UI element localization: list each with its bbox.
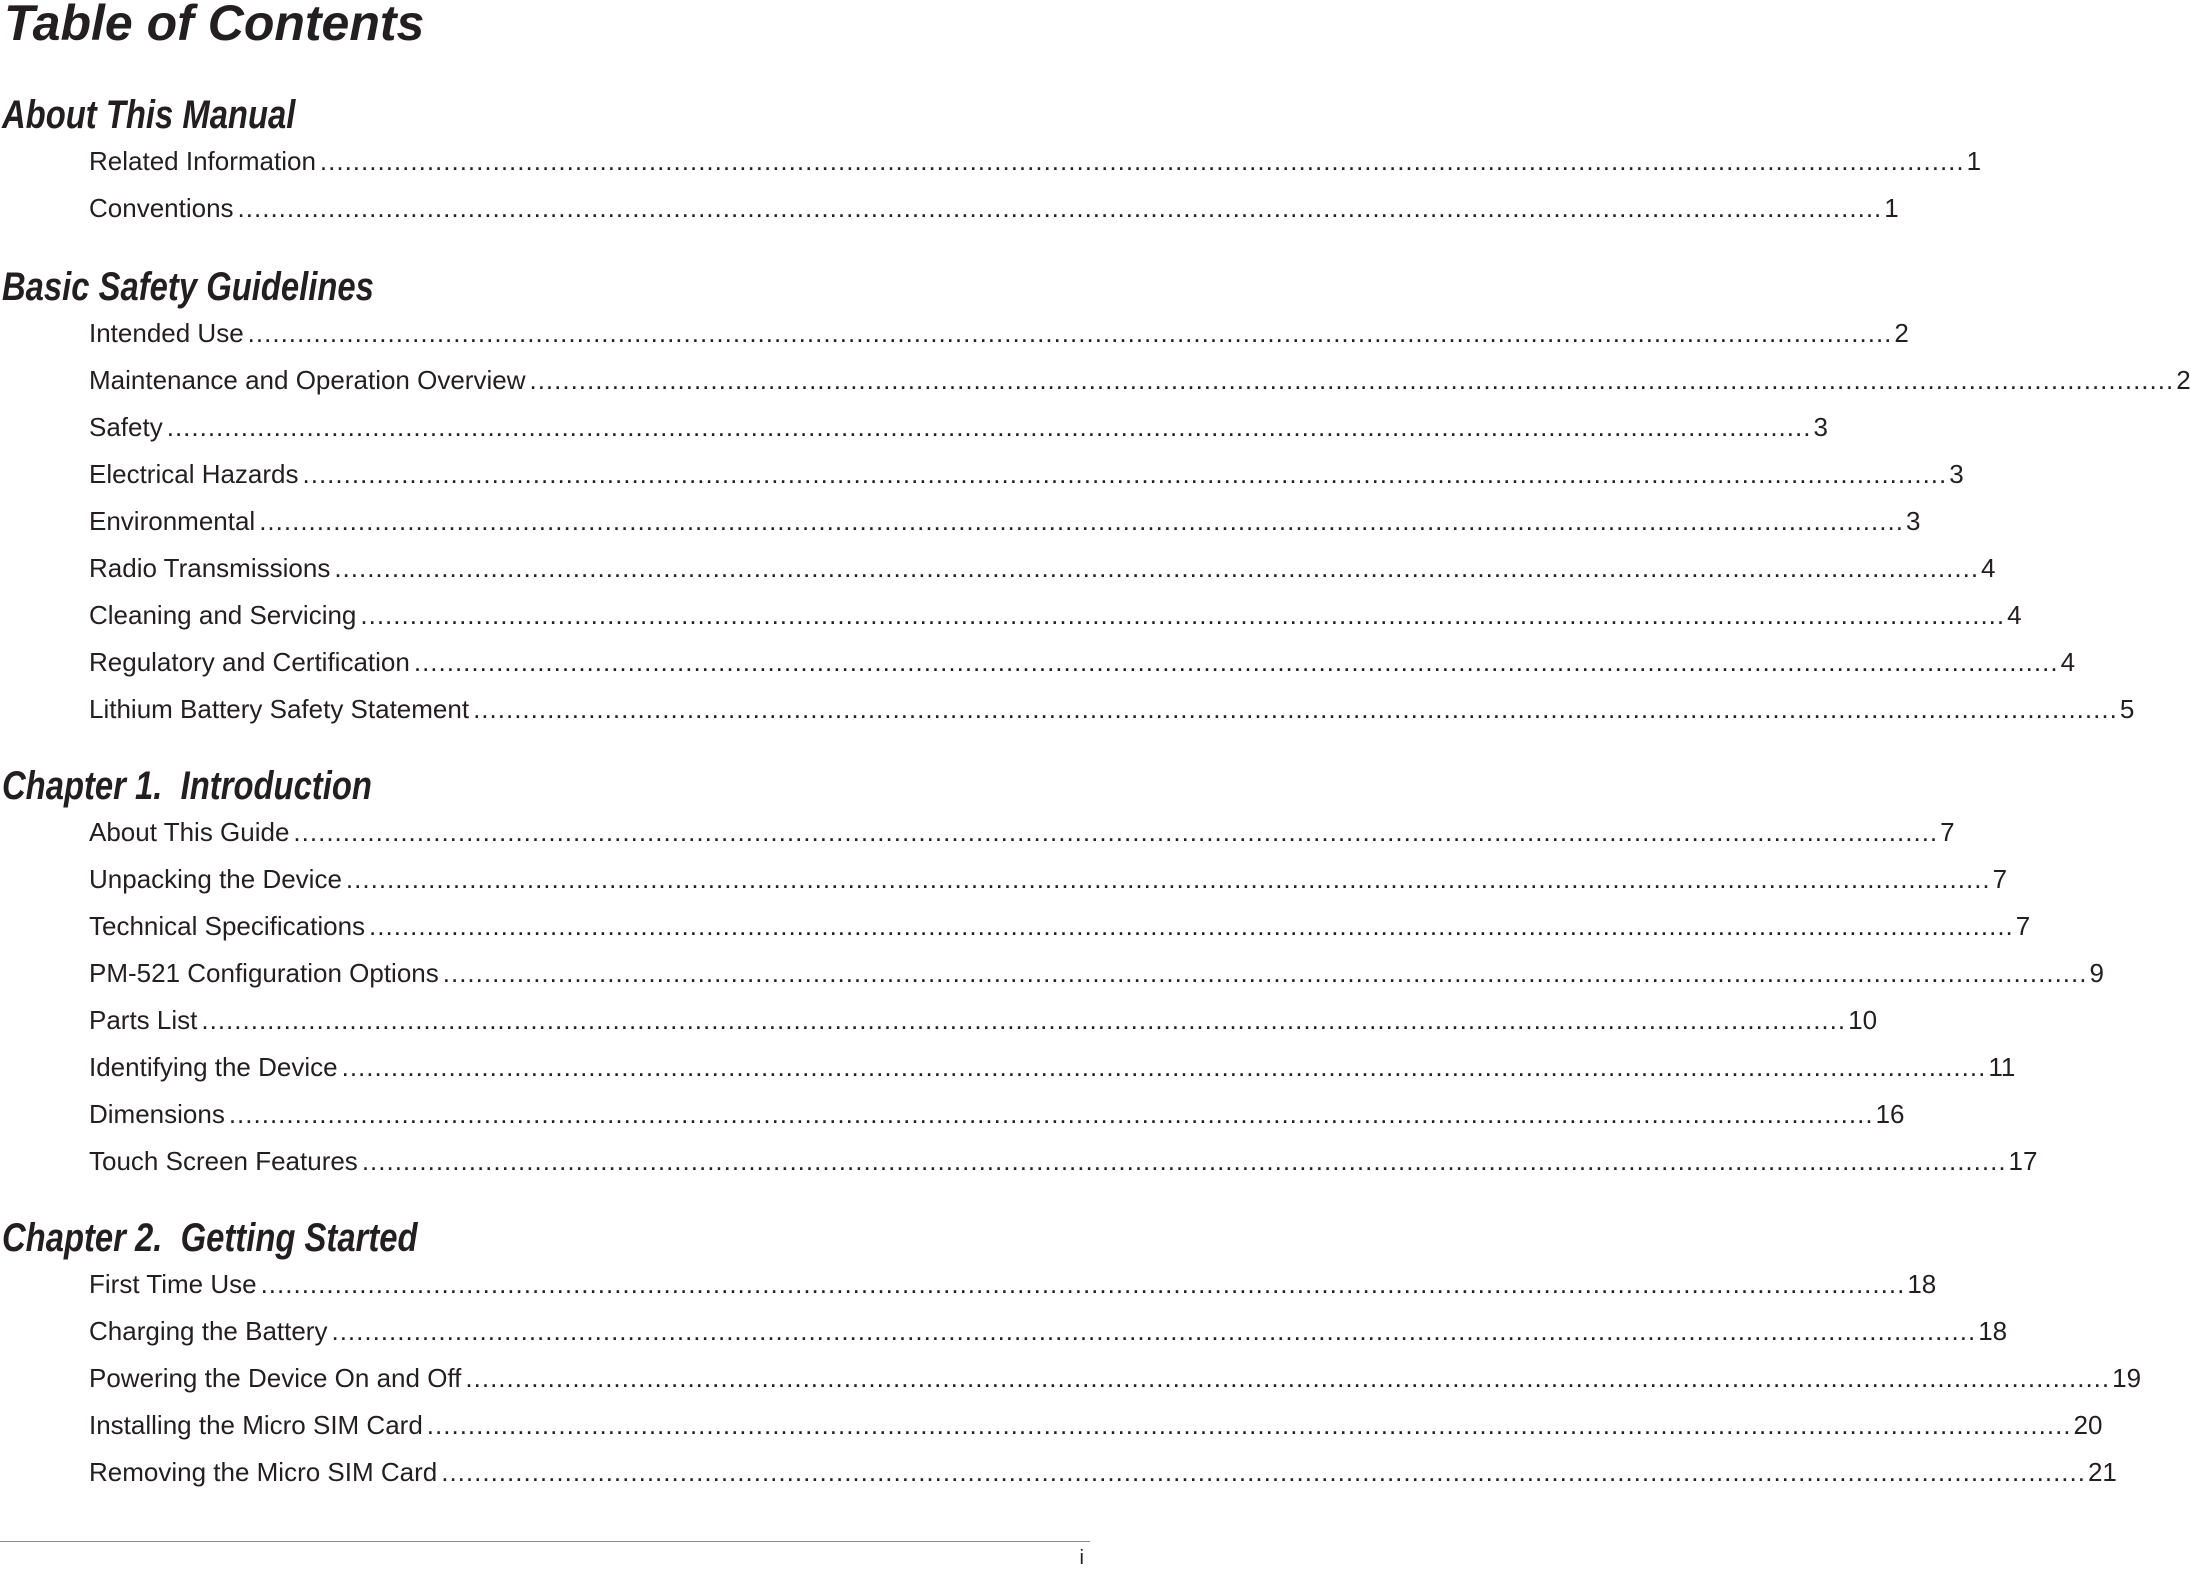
toc-entry[interactable] [89, 902, 2031, 949]
section-heading: Chapter 1. Introduction [2, 764, 372, 808]
entry-label: Technical Specifications [89, 910, 366, 941]
entry-label: Parts List [89, 1004, 198, 1035]
entry-page-number: 17 [2008, 1145, 2038, 1176]
entry-page-number: 7 [1940, 816, 1955, 847]
entry-label: Intended Use [89, 317, 244, 348]
section-heading: Basic Safety Guidelines [2, 265, 374, 309]
dot-leader: ........................................................................................................................................................................................................ [319, 145, 1965, 176]
toc-entry[interactable] [89, 1448, 2117, 1495]
toc-entry[interactable] [89, 1137, 2038, 1184]
toc-entry[interactable] [89, 1043, 2016, 1090]
toc-entry[interactable] [89, 309, 1909, 356]
toc-entry[interactable] [89, 450, 1964, 497]
dot-leader: ........................................................................................................................................................................................................ [260, 1268, 1906, 1299]
entry-label: Radio Transmissions [89, 552, 331, 583]
entry-label: Identifying the Device [89, 1051, 338, 1082]
entry-page-number: 4 [2060, 646, 2076, 677]
toc-entry[interactable] [89, 996, 1878, 1043]
dot-leader: ........................................................................................................................................................................................................ [529, 364, 2175, 395]
toc-entry[interactable] [89, 591, 2022, 638]
dot-leader: ........................................................................................................................................................................................................ [473, 693, 2118, 724]
entry-label: Charging the Battery [89, 1315, 328, 1346]
toc-entry[interactable] [89, 949, 2104, 996]
entry-label: Safety [89, 411, 163, 442]
entry-page-number: 10 [1848, 1004, 1878, 1035]
entry-page-number: 11 [1988, 1051, 2016, 1082]
toc-entry[interactable] [89, 855, 2008, 902]
entry-page-number: 5 [2119, 693, 2135, 724]
entry-page-number: 4 [1981, 552, 1996, 583]
dot-leader: ........................................................................................................................................................................................................ [247, 317, 1893, 348]
toc-entry[interactable] [89, 184, 1899, 231]
entry-label: Conventions [89, 192, 234, 223]
toc-entry[interactable] [89, 685, 2135, 732]
entry-label: Installing the Micro SIM Card [89, 1409, 423, 1440]
dot-leader: ........................................................................................................................................................................................................ [228, 1098, 1874, 1129]
dot-leader: ........................................................................................................................................................................................................ [360, 599, 2006, 630]
entry-label: Unpacking the Device [89, 863, 342, 894]
entry-label: Lithium Battery Safety Statement [89, 693, 470, 724]
entry-label: Maintenance and Operation Overview [89, 364, 526, 395]
dot-leader: ........................................................................................................................................................................................................ [426, 1409, 2072, 1440]
dot-leader: ........................................................................................................................................................................................................ [331, 1315, 1977, 1346]
entry-page-number: 7 [1992, 863, 2008, 894]
entry-label: Powering the Device On and Off [89, 1362, 462, 1393]
toc-entry[interactable] [89, 137, 1982, 184]
entry-label: Dimensions [89, 1098, 225, 1129]
entry-label: Removing the Micro SIM Card [89, 1456, 438, 1487]
toc-section-chapter-1 [0, 764, 2104, 1184]
entry-label: Regulatory and Certification [89, 646, 410, 677]
footer-page-number: i [1079, 1547, 1084, 1569]
dot-leader: ........................................................................................................................................................................................................ [166, 411, 1812, 442]
entry-label: About This Guide [89, 816, 290, 847]
toc-entry[interactable] [89, 1090, 1905, 1137]
dot-leader: ........................................................................................................................................................................................................ [441, 1456, 2086, 1487]
entry-label: Cleaning and Servicing [89, 599, 357, 630]
entry-label: Touch Screen Features [89, 1145, 358, 1176]
toc-section-about-this-manual [0, 93, 1982, 231]
dot-leader: ........................................................................................................................................................................................................ [201, 1004, 1847, 1035]
entry-page-number: 2 [1894, 317, 1909, 348]
dot-leader: ........................................................................................................................................................................................................ [302, 458, 1948, 489]
entry-label: PM-521 Configuration Options [89, 957, 439, 988]
entry-label: First Time Use [89, 1268, 257, 1299]
section-heading: Chapter 2. Getting Started [2, 1216, 418, 1260]
dot-leader: ........................................................................................................................................................................................................ [259, 505, 1904, 536]
entry-page-number: 20 [2073, 1409, 2103, 1440]
entry-page-number: 2 [2176, 364, 2191, 395]
toc-entry[interactable] [89, 1260, 1937, 1307]
entry-page-number: 18 [1907, 1268, 1937, 1299]
page-title: Table of Contents [4, 0, 425, 51]
toc-section-chapter-2 [0, 1216, 2142, 1495]
toc-entry[interactable] [89, 403, 1828, 450]
entry-page-number: 3 [1813, 411, 1828, 442]
toc-entry[interactable] [89, 356, 2191, 403]
toc-entry[interactable] [89, 1354, 2142, 1401]
entry-page-number: 7 [2015, 910, 2031, 941]
toc-entry[interactable] [89, 808, 1955, 855]
dot-leader: ........................................................................................................................................................................................................ [413, 646, 2059, 677]
dot-leader: ........................................................................................................................................................................................................ [237, 192, 1883, 223]
dot-leader: ........................................................................................................................................................................................................ [361, 1145, 2007, 1176]
footer-divider [0, 1541, 1090, 1542]
dot-leader: ........................................................................................................................................................................................................ [334, 552, 1980, 583]
entry-page-number: 9 [2089, 957, 2104, 988]
entry-page-number: 21 [2087, 1456, 2117, 1487]
section-heading: About This Manual [2, 93, 296, 137]
toc-entry[interactable] [89, 1401, 2103, 1448]
entry-page-number: 16 [1875, 1098, 1905, 1129]
entry-label: Electrical Hazards [89, 458, 299, 489]
entry-label: Environmental [89, 505, 256, 536]
toc-entry[interactable] [89, 544, 1996, 591]
toc-entry[interactable] [89, 638, 2076, 685]
dot-leader: ........................................................................................................................................................................................................ [369, 910, 2014, 941]
entry-label: Related Information [89, 145, 316, 176]
entry-page-number: 3 [1905, 505, 1921, 536]
dot-leader: ........................................................................................................................................................................................................ [465, 1362, 2111, 1393]
entry-page-number: 3 [1949, 458, 1964, 489]
toc-section-basic-safety-guidelines [0, 265, 2191, 732]
entry-page-number: 4 [2007, 599, 2022, 630]
toc-entry[interactable] [89, 1307, 2008, 1354]
dot-leader: ........................................................................................................................................................................................................ [341, 1051, 1987, 1082]
entry-page-number: 18 [1978, 1315, 2008, 1346]
entry-page-number: 19 [2112, 1362, 2142, 1393]
dot-leader: ........................................................................................................................................................................................................ [442, 957, 2088, 988]
dot-leader: ........................................................................................................................................................................................................ [293, 816, 1939, 847]
dot-leader: ........................................................................................................................................................................................................ [345, 863, 1991, 894]
toc-entry[interactable] [89, 497, 1921, 544]
entry-page-number: 1 [1884, 192, 1899, 223]
entry-page-number: 1 [1966, 145, 1982, 176]
